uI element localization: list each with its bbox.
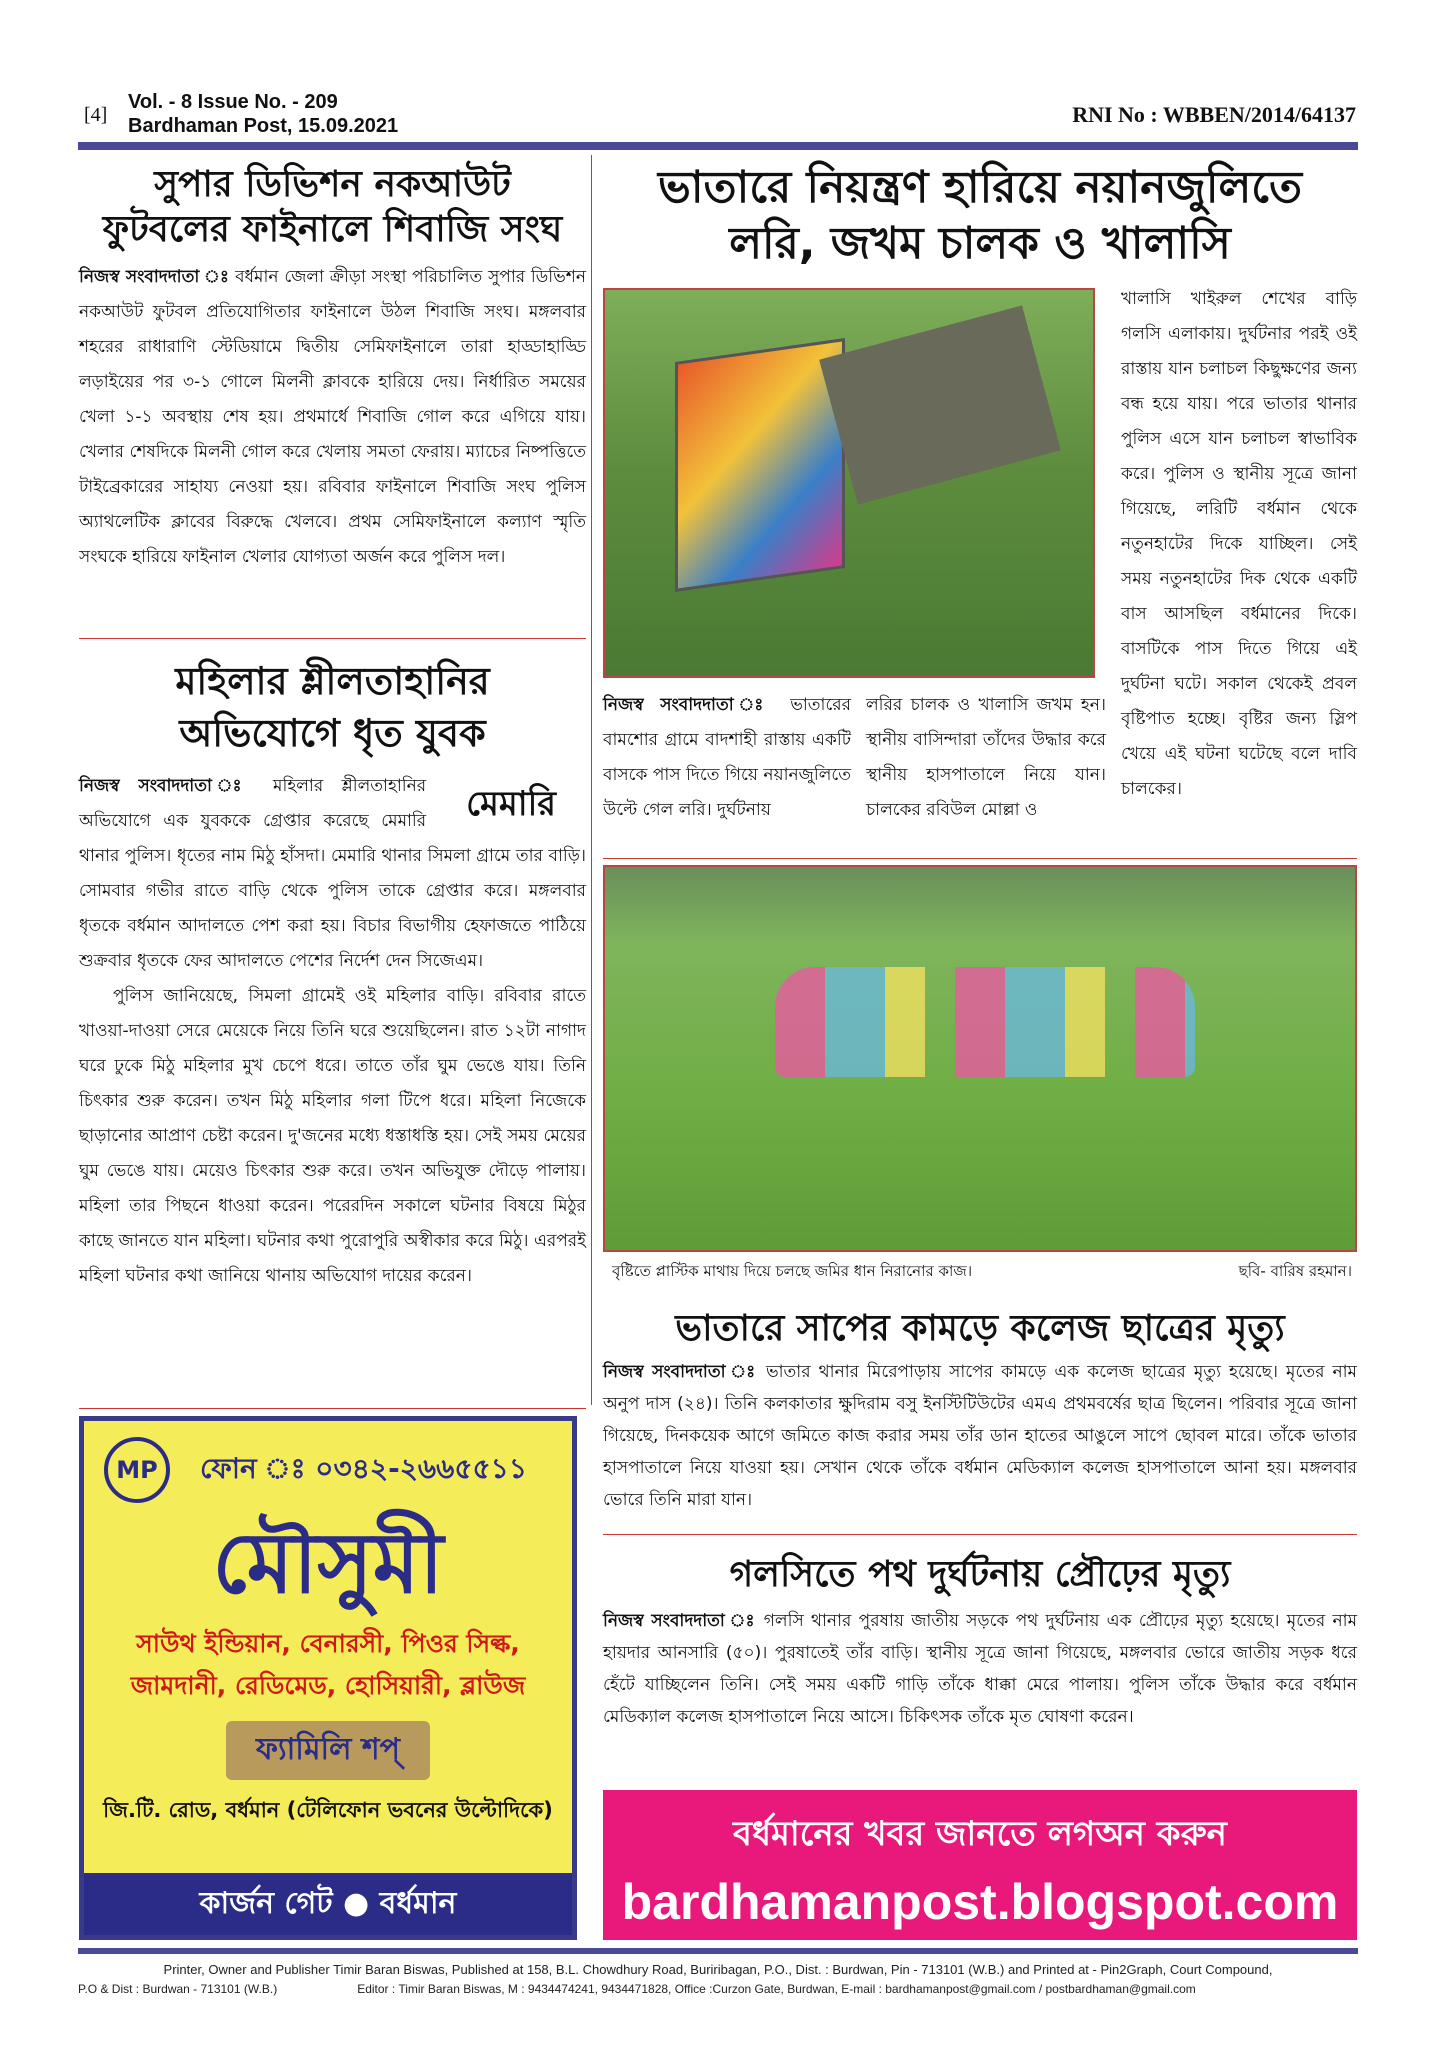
article-body: নিজস্ব সংবাদদাতা ঃ মেমারি মহিলার শ্লীলতাহানির অভিযোগে এক যুবককে গ্রেপ্তার করেছে মেমারি থানার পুলিস। ধৃতের নাম মিঠু হাঁসদা। মেমারি থানার সিমলা গ্রামে তার বাড়ি। সোমবার গভীর রাতে বাড়ি থেকে পুলিস তাকে গ্রেপ্তার করে। মঙ্গলবার ধৃতকে বর্ধমান আদালতে পেশ করা হয়। বিচার বিভাগীয় হেফাজতে পাঠিয়ে শুক্রবার ধৃতকে ফের আদালতে পেশের নির্দেশ দেন সিজেএম। xyxy=(79,769,586,979)
article-body: নিজস্ব সংবাদদাতা ঃ গলসি থানার পুরষায় জাতীয় সড়কে পথ দুর্ঘটনায় এক প্রৌঢ়ের মৃত্যু হয়েছে। মৃতের নাম হায়দার আনসারি (৫০)। পুরষাতেই তাঁর বাড়ি। স্থানীয় সূত্রে জানা গিয়েছে, মঙ্গলবার ভোরে জাতীয় সড়ক ধরে হেঁটে যাচ্ছিলেন তিনি। সেই সময় একটি গাড়ি তাঁকে ধাক্কা মেরে পালায়। পুলিস তাঁকে উদ্ধার করে বর্ধমান মেডিক্যাল কলেজ হাসপাতালে নিয়ে আসে। চিকিৎসক তাঁকে মৃত ঘোষণা করেন। xyxy=(603,1611,1358,1727)
shop-name: মৌসুমী xyxy=(212,1514,444,1612)
footer-rule xyxy=(78,1948,1358,1954)
photo-credit: ছবি- বারিষ রহমান। xyxy=(1238,1262,1352,1280)
ad-items: সাউথ ইন্ডিয়ান, বেনারসী, পিওর সিল্ক, জামদানী, রেডিমেড, হোসিয়ারী, ব্লাউজ xyxy=(130,1629,526,1700)
blog-url-link[interactable]: bardhamanpost.blogspot.com xyxy=(621,1874,1339,1930)
volume-issue: Vol. - 8 Issue No. - 209 xyxy=(128,91,338,113)
footer-address: P.O & Dist : Burdwan - 713101 (W.B.) xyxy=(78,1982,278,1996)
divider xyxy=(79,1408,586,1409)
paper-date: Bardhaman Post, 15.09.2021 xyxy=(128,115,399,137)
headline: গলসিতে পথ দুর্ঘটনায় প্রৌঢ়ের মৃত্যু xyxy=(729,1554,1231,1595)
divider xyxy=(79,638,586,639)
lead-headline: ভাতারে নিয়ন্ত্রণ হারিয়ে নয়ানজুলিতে লরি, জখম চালক ও খালাসি xyxy=(658,162,1302,269)
ad-phone: ফোন ঃ ০৩৪২-২৬৬৫৫১১ xyxy=(200,1451,528,1485)
workers-in-plastic xyxy=(775,967,1195,1077)
page-number: [4] xyxy=(84,104,108,126)
article-road-accident xyxy=(603,1545,1357,1733)
lead-col-1: নিজস্ব সংবাদদাতা ঃ ভাতারের বামশোর গ্রামে বাদশাহী রাস্তায় একটি বাসকে পাস দিতে গিয়ে নয়ানজুলিতে উল্টে গেল লরি। দুর্ঘটনায় xyxy=(603,695,852,820)
column-divider xyxy=(591,155,592,1405)
footer-editor xyxy=(78,1982,1358,1996)
lead-col-2: লরির চালক ও খালাসি জখম হন। স্থানীয় বাসিন্দারা তাঁদের উদ্ধার করে স্থানীয় হাসপাতালে নিয়ে যান। চালকের রবিউল মোল্লা ও xyxy=(866,695,1106,820)
headline: ভাতারে সাপের কামড়ে কলেজ ছাত্রের মৃত্যু xyxy=(675,1308,1285,1349)
headline: সুপার ডিভিশন নকআউট ফুটবলের ফাইনালে শিবাজি সংঘ xyxy=(102,164,563,250)
footer-publisher: Printer, Owner and Publisher Timir Baran Biswas, Published at 158, B.L. Chowdhury Road, Buriribagan, P.O., Dist. : Burdwan, Pin - 713101 (W.B.) and Printed at - Pin2Graph, Court Compound, xyxy=(163,1962,1273,1977)
truck-chassis xyxy=(819,305,1061,504)
article-football xyxy=(79,162,586,575)
ad-location: কার্জন গেট ● বর্ধমান xyxy=(84,1873,572,1935)
header-rule xyxy=(78,142,1358,150)
article-body: নিজস্ব সংবাদদাতা ঃ বর্ধমান জেলা ক্রীড়া সংস্থা পরিচালিত সুপার ডিভিশন নকআউট ফুটবল প্রতিযোগিতার ফাইনালে উঠল শিবাজি সংঘ। মঙ্গলবার শহরের রাধারাণি স্টেডিয়ামে দ্বিতীয় সেমিফাইনালে তারা হাড্ডাহাড্ডি লড়াইয়ের পর ৩-১ গোলে মিলনী ক্লাবকে হারিয়ে দেয়। নির্ধারিত সময়ের খেলা ১-১ অবস্থায় শেষ হয়। প্রথমার্ধে শিবাজি গোল করে এগিয়ে যায়। খেলার শেষদিকে মিলনী গোল করে খেলায় সমতা ফেরায়। ম্যাচের নিষ্পত্তিতে টাইব্রেকারের সাহায্য নেওয়া হয়। রবিবার ফাইনালে শিবাজি সংঘ পুলিস অ্যাথলেটিক ক্লাবের বিরুদ্ধে খেলবে। প্রথম সেমিফাইনালে কল্যাণ স্মৃতি সংঘকে হারিয়ে ফাইনাল খেলার যোগ্যতা অর্জন করে পুলিস দল। xyxy=(79,267,586,567)
article-snakebite xyxy=(603,1302,1357,1516)
headline: মহিলার শ্লীলতাহানির অভিযোগে ধৃত যুবক xyxy=(175,659,490,755)
dateline: মেমারি xyxy=(466,784,556,824)
ad-address: জি.টি. রোড, বর্ধমান (টেলিফোন ভবনের উল্টোদিকে) xyxy=(103,1798,553,1822)
lead-col-3: খালাসি খাইরুল শেখের বাড়ি গলসি এলাকায়। দুর্ঘটনার পরই ওই রাস্তায় যান চলাচল কিছুক্ষণের জন্য বন্ধ হয়ে যায়। পরে ভাতার থানার পুলিস এসে যান চলাচল স্বাভাবিক করে। পুলিস ও স্থানীয় সূত্রে জানা গিয়েছে, লরিটি বর্ধমান থেকে নতুনহাটের দিকে যাচ্ছিল। সেই সময় নতুনহাটের দিক থেকে একটি বাস আসছিল বর্ধমানের দিকে। বাসটিকে পাস দিতে গিয়ে এই দুর্ঘটনা ঘটে। সকাল থেকেই প্রবল বৃষ্টিপাত হচ্ছে। বৃষ্টির জন্য স্লিপ খেয়ে এই ঘটনা ঘটেছে বলে দাবি চালকের। xyxy=(1121,289,1357,799)
article-body: নিজস্ব সংবাদদাতা ঃ ভাতার থানার মিরেপাড়ায় সাপের কামড়ে এক কলেজ ছাত্রের মৃত্যু হয়েছে। মৃতের নাম অনুপ দাস (২৪)। তিনি কলকাতার ক্ষুদিরাম বসু ইনস্টিটিউটের এমএ প্রথমবর্ষের ছাত্র ছিলেন। পরিবার সূত্রে জানা গিয়েছে, দিনকয়েক আগে জমিতে কাজ করার সময় তাঁর ডান হাতের আঙুলে সাপে ছোবল মারে। তাঁকে ভাতার হাসপাতালে নিয়ে যাওয়া হয়। সেখান থেকে তাঁকে বর্ধমান মেডিক্যাল কলেজ হাসপাতালে আনা হয়। মঙ্গলবার ভোরে তিনি মারা যান। xyxy=(603,1362,1357,1510)
divider xyxy=(603,858,1357,859)
truck-cabin xyxy=(675,338,845,592)
mp-logo: MP xyxy=(104,1437,170,1503)
blog-banner xyxy=(603,1790,1357,1940)
divider xyxy=(603,1534,1357,1535)
issue-info xyxy=(128,90,398,138)
caption-text: বৃষ্টিতে প্লাস্টিক মাথায় দিয়ে চলছে জমির ধান নিরানোর কাজ। xyxy=(612,1262,973,1280)
mousumi-advertisement xyxy=(79,1416,577,1940)
rni-number: RNI No : WBBEN/2014/64137 xyxy=(1072,102,1356,127)
banner-text: বর্ধমানের খবর জানতে লগঅন করুন xyxy=(733,1814,1227,1854)
article-body: পুলিস জানিয়েছে, সিমলা গ্রামেই ওই মহিলার বাড়ি। রবিবার রাতে খাওয়া-দাওয়া সেরে মেয়েকে নিয়ে তিনি ঘরে শুয়েছিলেন। রাত ১২টা নাগাদ ঘরে ঢুকে মিঠু মহিলার মুখ চেপে ধরে। তাতে তাঁর ঘুম ভেঙে যায়। তিনি চিৎকার শুরু করেন। তখন মিঠু মহিলার গলা টিপে ধরে। মহিলা নিজেকে ছাড়ানোর আপ্রাণ চেষ্টা করেন। দু'জনের মধ্যে ধস্তাধস্তি হয়। সেই সময় মেয়ের ঘুম ভেঙে যায়। মেয়েও চিৎকার শুরু করে। তখন অভিযুক্ত দৌড়ে পালায়। মহিলা তার পিছনে ধাওয়া করেন। পরেরদিন সকালে ঘটনার বিষয়ে মিঠুর কাছে জানতে যান মহিলা। ঘটনার কথা পুরোপুরি অস্বীকার করে মিঠু। এরপরই মহিলা ঘটনার কথা জানিয়ে থানায় অভিযোগ দায়ের করেন। xyxy=(79,986,586,1286)
photo-caption xyxy=(612,1260,1352,1285)
truck-accident-photo xyxy=(603,288,1095,678)
paddy-field-photo xyxy=(603,865,1357,1252)
ad-family-shop: ফ্যামিলি শপ্ xyxy=(226,1721,430,1780)
article-memari xyxy=(79,655,586,1294)
footer-contact: Editor : Timir Baran Biswas, M : 9434474241, 9434471828, Office :Curzon Gate, Burdwan, E-mail : bardhamanpost@gmail.com / postbardhaman@gmail.com xyxy=(357,1982,1196,1996)
